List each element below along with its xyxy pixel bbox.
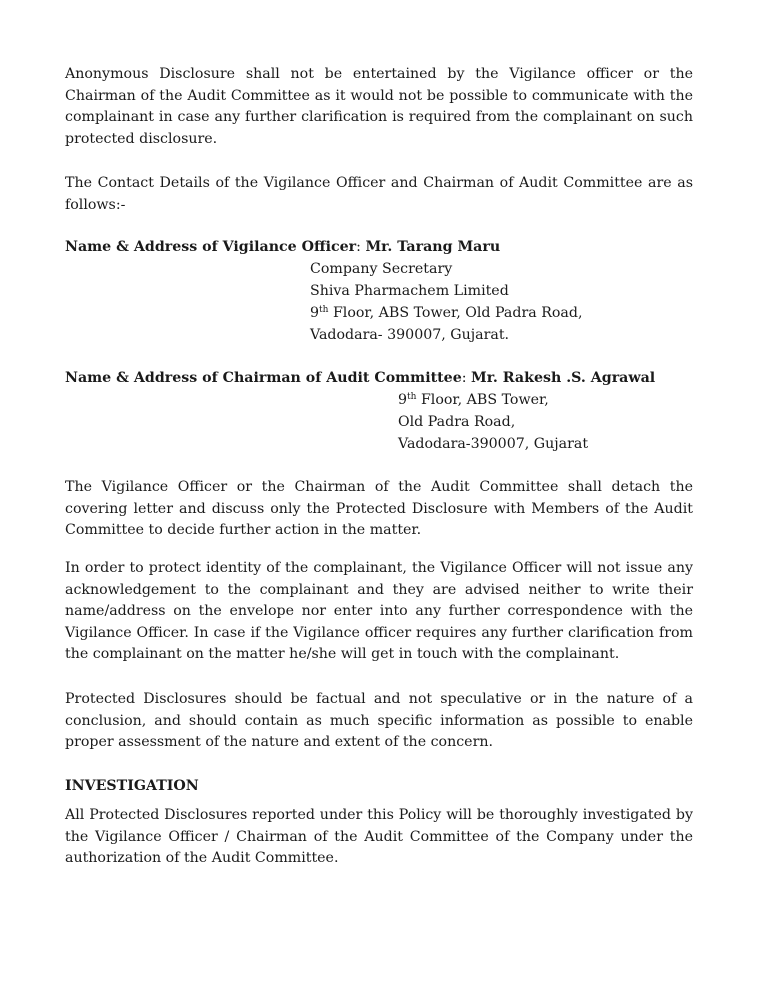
vigilance-officer-designation: Company Secretary — [310, 261, 453, 277]
ordinal-suffix: th — [407, 392, 417, 402]
audit-chairman-name: Mr. Rakesh .S. Agrawal — [471, 370, 656, 386]
investigation-paragraph: All Protected Disclosures reported under this Policy will be thoroughly investigated by the Vigilance Officer / Chairman of the Audit Committee of the Company under the authorization of the Audit Committee. — [65, 807, 693, 867]
protect-identity-paragraph: In order to protect identity of the complainant, the Vigilance Officer will not issue any acknowledgement to the complainant and they are advised neither to write their name/address on the envelope nor enter into any further correspondence with the Vigilance Officer. In case if the Vigilance officer requires any further clarification from the complainant on the matter he/she will get in touch with the complainant. — [65, 560, 693, 663]
floor-number: 9 — [310, 305, 320, 321]
vigilance-officer-heading — [65, 237, 500, 259]
vigilance-officer-label: Name & Address of Vigilance Officer — [65, 239, 357, 255]
audit-chairman-city: Vadodara-390007, Gujarat — [398, 436, 589, 452]
street-address: Floor, ABS Tower, — [416, 392, 549, 408]
ordinal-suffix: th — [319, 305, 329, 315]
factual-disclosures-paragraph: Protected Disclosures should be factual and not speculative or in the nature of a conclusion, and should contain as much specific information as possible to enable proper assessment of the nature and extent of the concern. — [65, 691, 693, 751]
vigilance-officer-name: Mr. Tarang Maru — [365, 239, 501, 255]
audit-chairman-label: Name & Address of Chairman of Audit Committee — [65, 370, 462, 386]
vigilance-officer-city: Vadodara- 390007, Gujarat. — [310, 327, 510, 343]
detach-covering-letter-paragraph: The Vigilance Officer or the Chairman of the Audit Committee shall detach the covering letter and discuss only the Protected Disclosure with Members of the Audit Committee to decide further action in the matter. — [65, 479, 693, 539]
audit-chairman-separator: : — [461, 370, 472, 386]
audit-chairman-heading — [65, 368, 655, 390]
audit-chairman-road: Old Padra Road, — [398, 414, 516, 430]
contact-details-intro: The Contact Details of the Vigilance Officer and Chairman of Audit Committee are as follows:- — [65, 175, 693, 213]
floor-number: 9 — [398, 392, 408, 408]
street-address: Floor, ABS Tower, Old Padra Road, — [328, 305, 583, 321]
investigation-heading: INVESTIGATION — [65, 778, 199, 794]
anonymous-disclosure-paragraph: Anonymous Disclosure shall not be entertained by the Vigilance officer or the Chairman of the Audit Committee as it would not be possible to communicate with the complainant in case any further clarification is required from the complainant on such protected disclosure. — [65, 66, 693, 147]
vigilance-officer-separator: : — [356, 239, 366, 255]
vigilance-officer-street — [310, 303, 583, 325]
audit-chairman-street — [398, 390, 549, 412]
vigilance-officer-company: Shiva Pharmachem Limited — [310, 283, 509, 299]
